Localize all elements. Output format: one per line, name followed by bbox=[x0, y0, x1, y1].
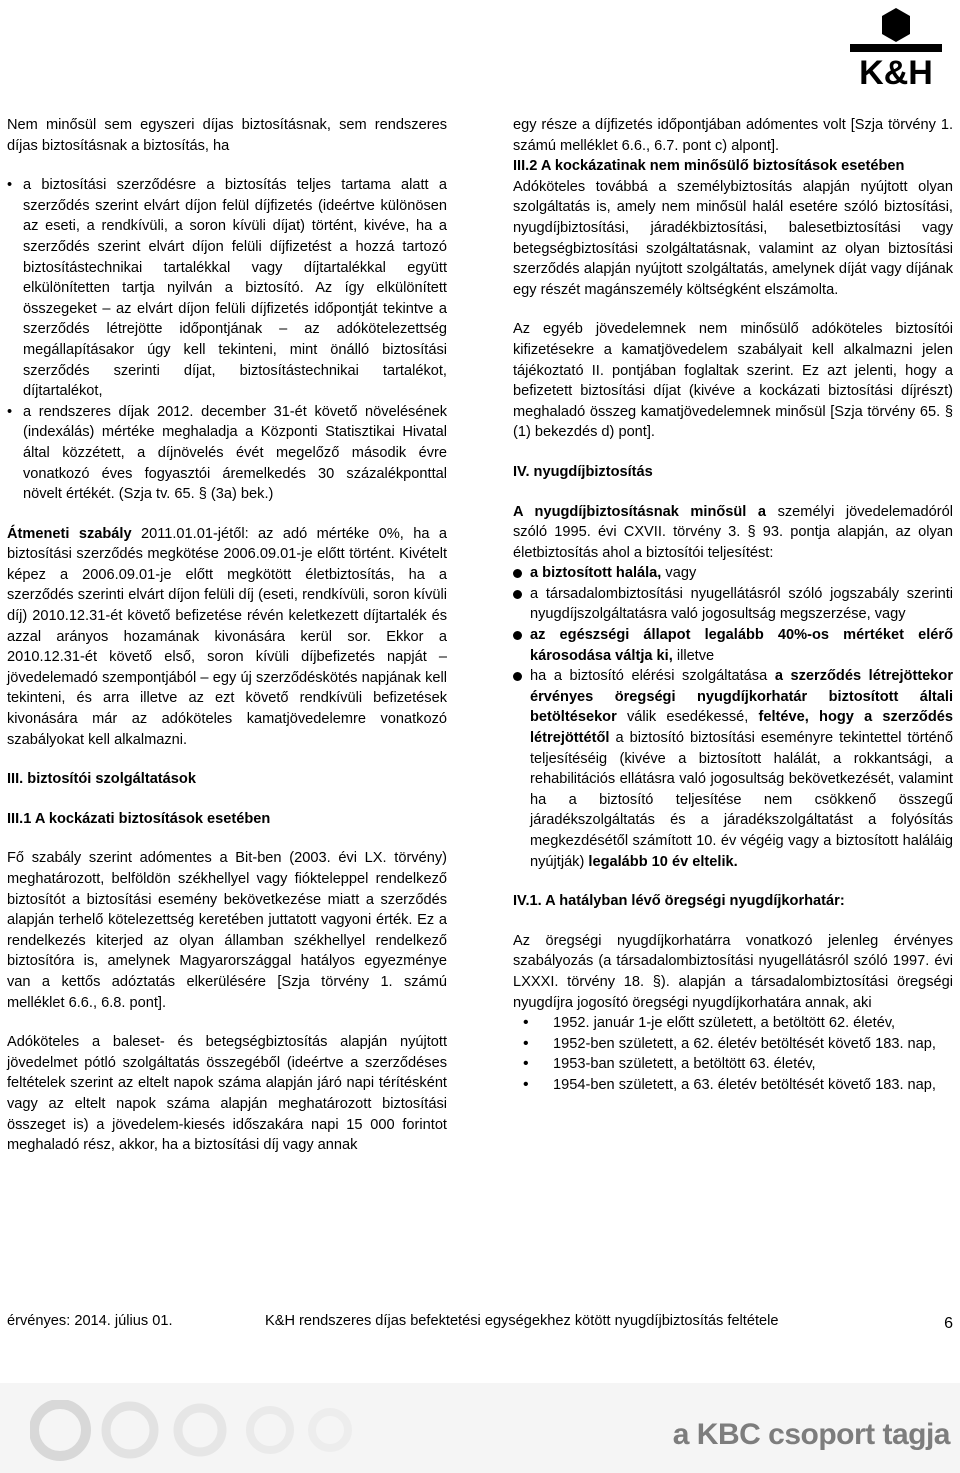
age-item: • 1952. január 1-je előtt született, a betöltött 62. életév, bbox=[523, 1013, 953, 1034]
condition-bold: feltéve, hogy a szerződés létrejöttétől bbox=[530, 709, 953, 747]
pension-conditions-list bbox=[513, 563, 953, 872]
pension-definition-paragraph bbox=[513, 502, 953, 564]
accident-paragraph: Adóköteles a baleset- és betegségbiztosítás alapján nyújtott jövedelmet pótló szolgáltatás összegéből (ideértve a szerződéses feltételek szerint az eltelt napok száma alapján járó napi térítésként vagy az eltelt napok száma alapján meghatározott biztosítási összeget is) a jövedelem-kiesés időszakára napi 15 000 forintot meghaladó rész, akkor, ha a biztosítási díj vagy annak bbox=[7, 1034, 447, 1154]
condition-item: • a rendszeres díjak 2012. december 31-ét követő növelésének (indexálás) mértéke meghaladja a Központi Statisztikai Hivatal által közzétett, a díjnövelés évét megelőző második évre vonatkozó éves fogyasztói áremelkedés 30 százalékponttal növelt értékét. (Szja tv. 65. § (3a) bek.) bbox=[7, 402, 447, 505]
kh-logo-mark bbox=[838, 4, 954, 88]
page-number: 6 bbox=[944, 1315, 953, 1332]
pension-condition-item: a társadalombiztosítási nyugellátásról szóló jogszabály szerinti nyugdíjszolgáltatásra való jogosultság megszerzése, vagy bbox=[513, 584, 953, 625]
section-heading-iii: III. biztosítói szolgáltatások bbox=[7, 771, 196, 788]
age-list bbox=[513, 1013, 953, 1095]
transition-rule-text: 2011.01.01-jétől: az adó mértéke 0%, ha a biztosítási szerződés megkötése 2006.09.01-je előtt történt. Kivételt képez a 2006.09.01-je előtt megkötött életbiztosítás, ha a szerződés szerinti elvárt díjon felüli díj (eseti, rendkívüli, soron kívüli díj) 2010.12.31-ét követő befizetése révén keletkezett díjtartalék és azzal arányos hozamának kivonására kerül sor. Ekkor a 2010.12.31-ét követő első, soron kívüli díjbefizetés napját – jövedelemadó szempontjából – egy új szerződéskötés napjának kell tekinteni, és arra illetve az ezt követő rendkívüli befizetések kivonására már az adóköteles kamatjövedelemre vonatkozó szabályokat kell alkalmazni. bbox=[7, 525, 447, 748]
section-heading-iii-1: III.1 A kockázati biztosítások esetében bbox=[7, 810, 271, 827]
condition-text: a biztosító biztosítási eseményre tekintettel történő teljesítéséig (kivéve a biztosított halálát, a rokkantsági, a rehabilitációs ellátásra való jogosultság bekövetkezését, valamint ha a biztosító teljesítése nem csökkenő összegű járadékszolgáltatás és a járadékszolgáltatást a folyósítás megkezdésétől számított 10. év végéig vagy a biztosított haláláig nyújtják) bbox=[530, 730, 953, 870]
main-rule-paragraph: Fő szabály szerint adómentes a Bit-ben (2003. évi LX. törvény) meghatározott, belföldön székhellyel vagy fiókteleppel rendelkező biztosítót a biztosítási esemény bekövetkezése miatt a szerződés alapján terhelő kötelezettség keretében juttatott vagyoni érték. Ez a rendelkezés kiterjed az olyan államban székhellyel rendelkező biztosítóra is, amelynek Magyarországgal hatályos egyezménye van a kettős adóztatás elkerülésére [Szja törvény 1. számú melléklet 6.6., 6.8. pont]. bbox=[7, 850, 447, 1011]
pension-condition-item bbox=[513, 666, 953, 872]
other-income-paragraph: Az egyéb jövedelemnek nem minősülő adóköteles biztosítói kifizetésekre a kamatjövedelem szabályait kell alkalmazni jelen tájékoztató II. pontjában foglaltak szerint. Ez azt jelenti, hogy a befizetett biztosítási díjat (kivéve a kockázati biztosítási díjrészt) meghaladó összeg kamatjövedelemnek minősül [Szja törvény 65. § (1) bekezdés d) pont]. bbox=[513, 321, 953, 441]
pension-definition-label: A nyugdíjbiztosításnak minősül a bbox=[513, 503, 767, 520]
section-heading-iv-1: IV.1. A hatályban lévő öregségi nyugdíjkorhatár: bbox=[513, 893, 845, 910]
kh-logo bbox=[838, 4, 954, 88]
left-column bbox=[7, 115, 447, 1156]
condition-text: illetve bbox=[676, 647, 715, 664]
condition-bold: az egészségi állapot legalább 40%-os mértéket elérő károsodása váltja ki, bbox=[530, 627, 953, 664]
age-item: • 1952-ben született, a 62. életév betöltését követő 183. nap, bbox=[523, 1034, 953, 1055]
condition-item: • a biztosítási szerződésre a biztosítás teljes tartama alatt a szerződés szerint elvárt díjon felül díjfizetés (ideértve különösen az eseti, a rendkívüli, a soron kívüli díjat) történt, kivéve, ha a szerződés szerint elvárt díjon felüli díjfizetést a hozzá tartozó biztosítástechnikai tartalékkal vagy díjtartalékkal együtt elkülönítetten tartja nyilván a biztosító. Az így elkülönített összegeket – az elvárt díjon felüli díjfizetés időpontját tekintve a szerződés létrejötte időpontjának – az adókötelezettség megállapításakor úgy kell tekinteni, mint önálló biztosítási szerződés szerinti díjat, biztosítástechnikai tartalékot, díjtartalékot, bbox=[7, 175, 447, 402]
pension-condition-item bbox=[513, 625, 953, 666]
pension-condition-item bbox=[513, 563, 953, 584]
decorative-circles bbox=[30, 1400, 360, 1470]
document-title: K&H rendszeres díjas befektetési egységekhez kötött nyugdíjbiztosítás feltétele bbox=[265, 1313, 779, 1329]
transition-rule-label: Átmeneti szabály bbox=[7, 525, 132, 542]
condition-bold: a biztosított halála, bbox=[530, 565, 662, 582]
kbc-group-tagline: a KBC csoport tagja bbox=[672, 1418, 950, 1451]
validity-date: érvényes: 2014. július 01. bbox=[7, 1313, 173, 1329]
section-heading-iv: IV. nyugdíjbiztosítás bbox=[513, 463, 653, 480]
age-item: • 1953-ban született, a betöltött 63. életév, bbox=[523, 1054, 953, 1075]
condition-text: válik esedékessé, bbox=[626, 709, 749, 726]
age-item: • 1954-ben született, a 63. életév betöltését követő 183. nap, bbox=[523, 1075, 953, 1096]
condition-text: ha a biztosító elérési szolgáltatása bbox=[530, 668, 768, 685]
transition-rule-paragraph bbox=[7, 524, 447, 751]
right-column bbox=[513, 115, 953, 1115]
section-heading-iii-2: III.2 A kockázatinak nem minősülő biztosítások esetében bbox=[513, 158, 905, 175]
continued-paragraph: egy része a díjfizetés időpontjában adómentes volt [Szja törvény 1. számú melléklet 6.6., 6.7. pont c) alpont]. bbox=[513, 117, 953, 154]
condition-text: vagy bbox=[665, 565, 697, 582]
kh-logo-text: K&H bbox=[859, 54, 933, 88]
pension-definition-text: személyi jövedelemadóról szóló 1995. évi CXVII. törvény 3. § 93. pontja alapján, az olyan életbiztosítás ahol a biztosítói teljesítést: bbox=[513, 503, 953, 561]
non-risk-paragraph: Adóköteles továbbá a személybiztosítás alapján nyújtott olyan szolgáltatás is, amely nem minősül halál esetére szóló biztosítási, nyugdíjbiztosítási, járadékbiztosítási, balesetbiztosítási vagy betegségbiztosítási szolgáltatásnak, valamint az olyan biztosítási szerződés alapján nyújtott szolgáltatás, amelynek díját vagy díjának egy részét magánszemély költségként elszámolta. bbox=[513, 178, 953, 298]
intro-paragraph: Nem minősül sem egyszeri díjas biztosításnak, sem rendszeres díjas biztosításnak a biztosítás, ha bbox=[7, 117, 447, 154]
condition-bold: legalább 10 év eltelik. bbox=[588, 853, 738, 870]
condition-bold: a szerződés létrejöttekor érvényes öregségi nyugdíjkorhatár biztosított általi betöltésekor bbox=[530, 668, 954, 726]
conditions-list bbox=[7, 175, 447, 505]
age-limit-paragraph: Az öregségi nyugdíjkorhatárra vonatkozó jelenleg érvényes szabályozás (a társadalombiztosítási nyugellátásról szóló 1997. évi LXXXI. törvény 18. §). alapján a társadalombiztosítási öregségi nyugdíjra jogosító öregségi nyugdíjkorhatára annak, aki bbox=[513, 932, 953, 1011]
